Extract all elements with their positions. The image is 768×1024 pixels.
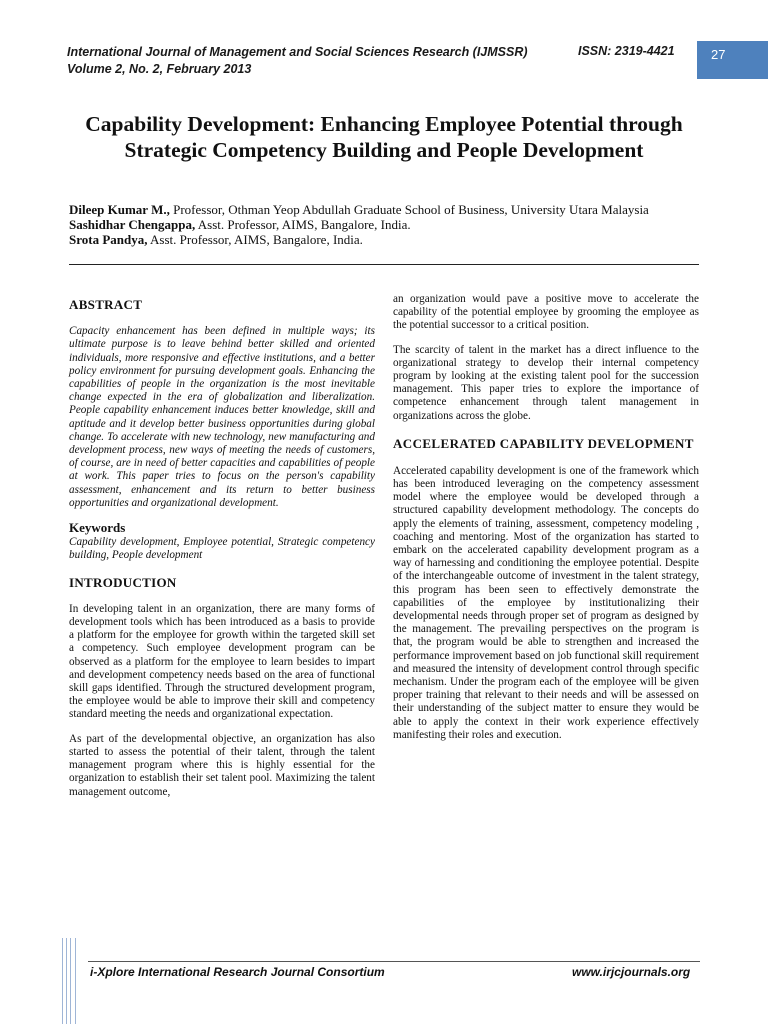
section-heading-accelerated-capability: ACCELERATED CAPABILITY DEVELOPMENT bbox=[393, 435, 694, 451]
issn: ISSN: 2319-4421 bbox=[578, 44, 675, 58]
journal-header bbox=[67, 44, 587, 78]
author-entry bbox=[69, 232, 699, 247]
paper-title: Capability Development: Enhancing Employee Potential through Strategic Competency Building and People Development bbox=[85, 112, 683, 162]
author-entry bbox=[69, 217, 699, 232]
introduction-heading: INTRODUCTION bbox=[69, 574, 177, 590]
keywords-heading: Keywords bbox=[69, 520, 126, 536]
body-paragraph: The scarcity of talent in the market has a direct influence to the organizational strategy to develop their internal competency program by looking at the existing talent pool for the succession management. This paper tries to explore the importance of competence enhancement through talent management in organizations across the globe. bbox=[393, 343, 699, 422]
page-number: 27 bbox=[711, 47, 726, 62]
author-name: Dileep Kumar M., bbox=[69, 202, 170, 217]
footer-divider bbox=[88, 961, 700, 962]
author-name: Srota Pandya, bbox=[69, 232, 148, 247]
abstract-heading: ABSTRACT bbox=[69, 297, 143, 312]
footer-decorative-lines bbox=[62, 938, 76, 1024]
author-affiliation: Asst. Professor, AIMS, Bangalore, India. bbox=[147, 232, 363, 247]
left-column bbox=[69, 292, 375, 810]
introduction-paragraph: In developing talent in an organization, there are many forms of development tools which has been introduced as a basis to provide a platform for the employee for growth within the targeted skill set a competency. Such employee development program can be observed as a platform for the employee to learn besides to impart and development competency needs based on the area of functional skill gaps identified. Through the structured development program, the employee would be able to improve their skill and competency standard meeting the needs and organizational expectation. bbox=[69, 602, 375, 721]
keywords-text: Capability development, Employee potential, Strategic competency building, People development bbox=[69, 536, 375, 562]
author-list bbox=[69, 202, 699, 247]
body-paragraph: an organization would pave a positive move to accelerate the capability of the potential employee by grooming the employee as the potential successor to a critical position. bbox=[393, 293, 699, 332]
author-name: Sashidhar Chengappa, bbox=[69, 217, 196, 232]
author-entry bbox=[69, 202, 699, 217]
author-affiliation: Asst. Professor, AIMS, Bangalore, India. bbox=[195, 217, 411, 232]
right-column bbox=[393, 293, 699, 753]
footer-website: www.irjcjournals.org bbox=[572, 965, 691, 979]
journal-name: International Journal of Management and Social Sciences Research (IJMSSR) bbox=[67, 45, 528, 59]
footer-consortium: i-Xplore International Research Journal Consortium bbox=[90, 965, 385, 979]
page-number-badge bbox=[697, 41, 768, 79]
section-paragraph: Accelerated capability development is one of the framework which has been introduced leveraging on the competency assessment model where the employee would be developed through a structured capability development methodology. The concepts do apply the elements of training, assessment, competency modeling , coaching and mentoring. Most of the organization has started to embark on the accelerated capability development program as a way of harnessing and conditioning the employee potential. Despite of the interchangeable outcome of investment in the talent strategy, this program has been seen to effectively demonstrate the capabilities of the employee by institutionalizing their developmental needs through proper set of program as designed by the management. The prevailing perspectives on the program is that, the program would be able to strengthen and increased the performance improvement based on job functional skill requirement and measured the intensity of development control through specific mechanism. Under the program each of the employee will be given proper training that relevant to their needs and will be assessed on their understanding of the subject matter to ensure they would be able to apply the context in their work experience effectively manifesting their roles and execution. bbox=[393, 464, 699, 741]
introduction-paragraph: As part of the developmental objective, an organization has also started to assess the potential of their talent, through the talent management program where this is highly essential for the organization to establish their set talent pool. Maximizing the talent management outcome, bbox=[69, 732, 375, 798]
journal-volume: Volume 2, No. 2, February 2013 bbox=[67, 62, 252, 76]
header-divider bbox=[69, 264, 699, 265]
abstract-text: Capacity enhancement has been defined in multiple ways; its ultimate purpose is to leave behind better skilled and oriented individuals, more responsive and effective institutions, and a better policy environment for pursuing development goals. Enhancing the capabilities of people in the organization is the most inevitable change expected in the era of globalization and liberalization. People capability enhancement induces better knowledge, skill and aptitude and it develop better business opportunities during global change. To accelerate with new technology, new manufacturing and development process, new ways of meeting the needs of customers, of course, are in need of better capacities and capabilities of people at work. This paper tries to focus on the person's capability assessment, enhancement and its return to better business opportunities and organizational development. bbox=[69, 325, 375, 509]
author-affiliation: Professor, Othman Yeop Abdullah Graduate School of Business, University Utara Malaysia bbox=[169, 202, 649, 217]
